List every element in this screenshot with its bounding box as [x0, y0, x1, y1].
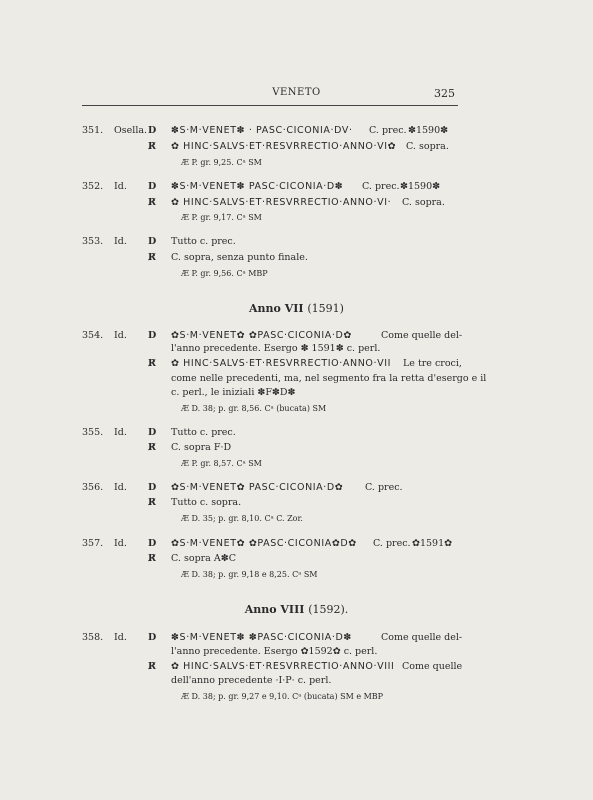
reverse-legend: ✿ HINC·SALVS·ET·RESVRRECTIO·ANNO·VIII: [171, 661, 395, 672]
entry-meta: Æ P. gr. 9,56. Cᵃ MBP: [181, 269, 268, 278]
entry-meta: Æ D. 38; p. gr. 9,27 e 9,10. Cᵃ (bucata) SM e MBP: [181, 692, 384, 701]
entry-number: 351.: [82, 125, 104, 136]
entry-name: Id.: [114, 427, 127, 438]
reverse-text: Tutto c. sopra.: [171, 497, 242, 508]
reverse-text-line2: dell'anno precedente ·I·P· c. perl.: [171, 675, 332, 686]
entry-name: Id.: [114, 236, 127, 247]
entry-number: 355.: [82, 427, 104, 438]
reverse-marker: R̸: [148, 358, 156, 369]
obverse-legend: ✽S·M·VENET✽ ✽PASC·CICONIA·D✽: [171, 632, 352, 643]
entry-meta: Æ D. 38; p. gr. 9,18 e 8,25. Cᵃ SM: [181, 570, 318, 579]
obverse-marker: D: [148, 427, 157, 438]
reverse-text: C. sopra.: [402, 197, 445, 208]
obverse-text: C. prec.: [369, 125, 407, 136]
entry-number: 357.: [82, 538, 104, 549]
year-heading-1591: [0, 302, 593, 315]
obverse-marker: D: [148, 538, 157, 549]
reverse-text: C. sopra, senza punto finale.: [171, 252, 308, 263]
reverse-text-line2: come nelle precedenti, ma, nel segmento fra la retta d'esergo e il: [171, 373, 487, 384]
obverse-text: Come quelle del-: [381, 330, 463, 341]
reverse-marker: R̸: [148, 497, 156, 508]
reverse-marker: R̸: [148, 197, 156, 208]
obverse-text: Tutto c. prec.: [171, 236, 236, 247]
year-heading-year: (1592).: [308, 603, 349, 616]
reverse-legend: ✿ HINC·SALVS·ET·RESVRRECTIO·ANNO·VII: [171, 358, 391, 369]
reverse-legend: ✿ HINC·SALVS·ET·RESVRRECTIO·ANNO·VI·: [171, 197, 392, 208]
entry-name: Id.: [114, 181, 127, 192]
reverse-text: C. sopra F·D: [171, 442, 232, 453]
reverse-text: Come quelle: [402, 661, 463, 672]
obverse-year: ✽1590✽: [408, 125, 449, 136]
obverse-text-line2: l'anno precedente. Esergo ✽ 1591✽ c. perl.: [171, 343, 381, 354]
obverse-text: Tutto c. prec.: [171, 427, 236, 438]
obverse-year: ✿1591✿: [412, 538, 453, 549]
header-rule: [82, 105, 458, 106]
entry-number: 358.: [82, 632, 104, 643]
running-header-title: VENETO: [272, 87, 321, 98]
obverse-text-line2: l'anno precedente. Esergo ✿1592✿ c. perl.: [171, 646, 378, 657]
reverse-text: Le tre croci,: [403, 358, 462, 369]
reverse-marker: R̸: [148, 252, 156, 263]
entry-name: Id.: [114, 632, 127, 643]
entry-name: Id.: [114, 330, 127, 341]
obverse-legend: ✽S·M·VENET✽ PASC·CICONIA·D✽: [171, 181, 344, 192]
entry-number: 356.: [82, 482, 104, 493]
reverse-marker: R̸: [148, 442, 156, 453]
year-heading-year: (1591): [307, 302, 344, 315]
obverse-text: C. prec.: [362, 181, 400, 192]
year-heading-label: Anno VII: [249, 302, 304, 315]
entry-name: Osella.: [114, 125, 148, 136]
year-heading-1592: [0, 603, 593, 616]
entry-number: 353.: [82, 236, 104, 247]
entry-number: 352.: [82, 181, 104, 192]
entry-number: 354.: [82, 330, 104, 341]
reverse-marker: R̸: [148, 553, 156, 564]
obverse-marker: D: [148, 236, 157, 247]
reverse-legend: ✿ HINC·SALVS·ET·RESVRRECTIO·ANNO·VI✿: [171, 141, 397, 152]
obverse-text: Come quelle del-: [381, 632, 463, 643]
entry-meta: Æ D. 38; p. gr. 8,56. Cᵃ (bucata) SM: [181, 404, 327, 413]
obverse-legend: ✽S·M·VENET✽ · PASC·CICONIA·DV·: [171, 125, 353, 136]
obverse-marker: D: [148, 181, 157, 192]
obverse-text: C. prec.: [365, 482, 403, 493]
obverse-marker: D: [148, 632, 157, 643]
obverse-legend: ✿S·M·VENET✿ PASC·CICONIA·D✿: [171, 482, 344, 493]
reverse-marker: R̸: [148, 141, 156, 152]
reverse-marker: R̸: [148, 661, 156, 672]
obverse-legend: ✿S·M·VENET✿ ✿PASC·CICONIA✿D✿: [171, 538, 357, 549]
obverse-marker: D: [148, 482, 157, 493]
obverse-year: ✽1590✽: [400, 181, 441, 192]
obverse-text: C. prec.: [373, 538, 411, 549]
obverse-marker: D: [148, 330, 157, 341]
page-number: 325: [434, 87, 455, 100]
obverse-legend: ✿S·M·VENET✿ ✿PASC·CICONIA·D✿: [171, 330, 352, 341]
entry-meta: Æ P. gr. 9,17. Cᵃ SM: [181, 213, 262, 222]
entry-meta: Æ D. 35; p. gr. 8,10. Cᵃ C. Zor.: [181, 514, 303, 523]
obverse-marker: D: [148, 125, 157, 136]
reverse-text: C. sopra.: [406, 141, 449, 152]
reverse-text-line3: c. perl., le iniziali ✽F✽D✽: [171, 387, 296, 398]
year-heading-label: Anno VIII: [244, 603, 305, 616]
reverse-text: C. sopra A✽C: [171, 553, 236, 564]
entry-name: Id.: [114, 482, 127, 493]
entry-name: Id.: [114, 538, 127, 549]
entry-meta: Æ P. gr. 8,57. Cᵃ SM: [181, 459, 262, 468]
entry-meta: Æ P. gr. 9,25. Cᵃ SM: [181, 158, 262, 167]
